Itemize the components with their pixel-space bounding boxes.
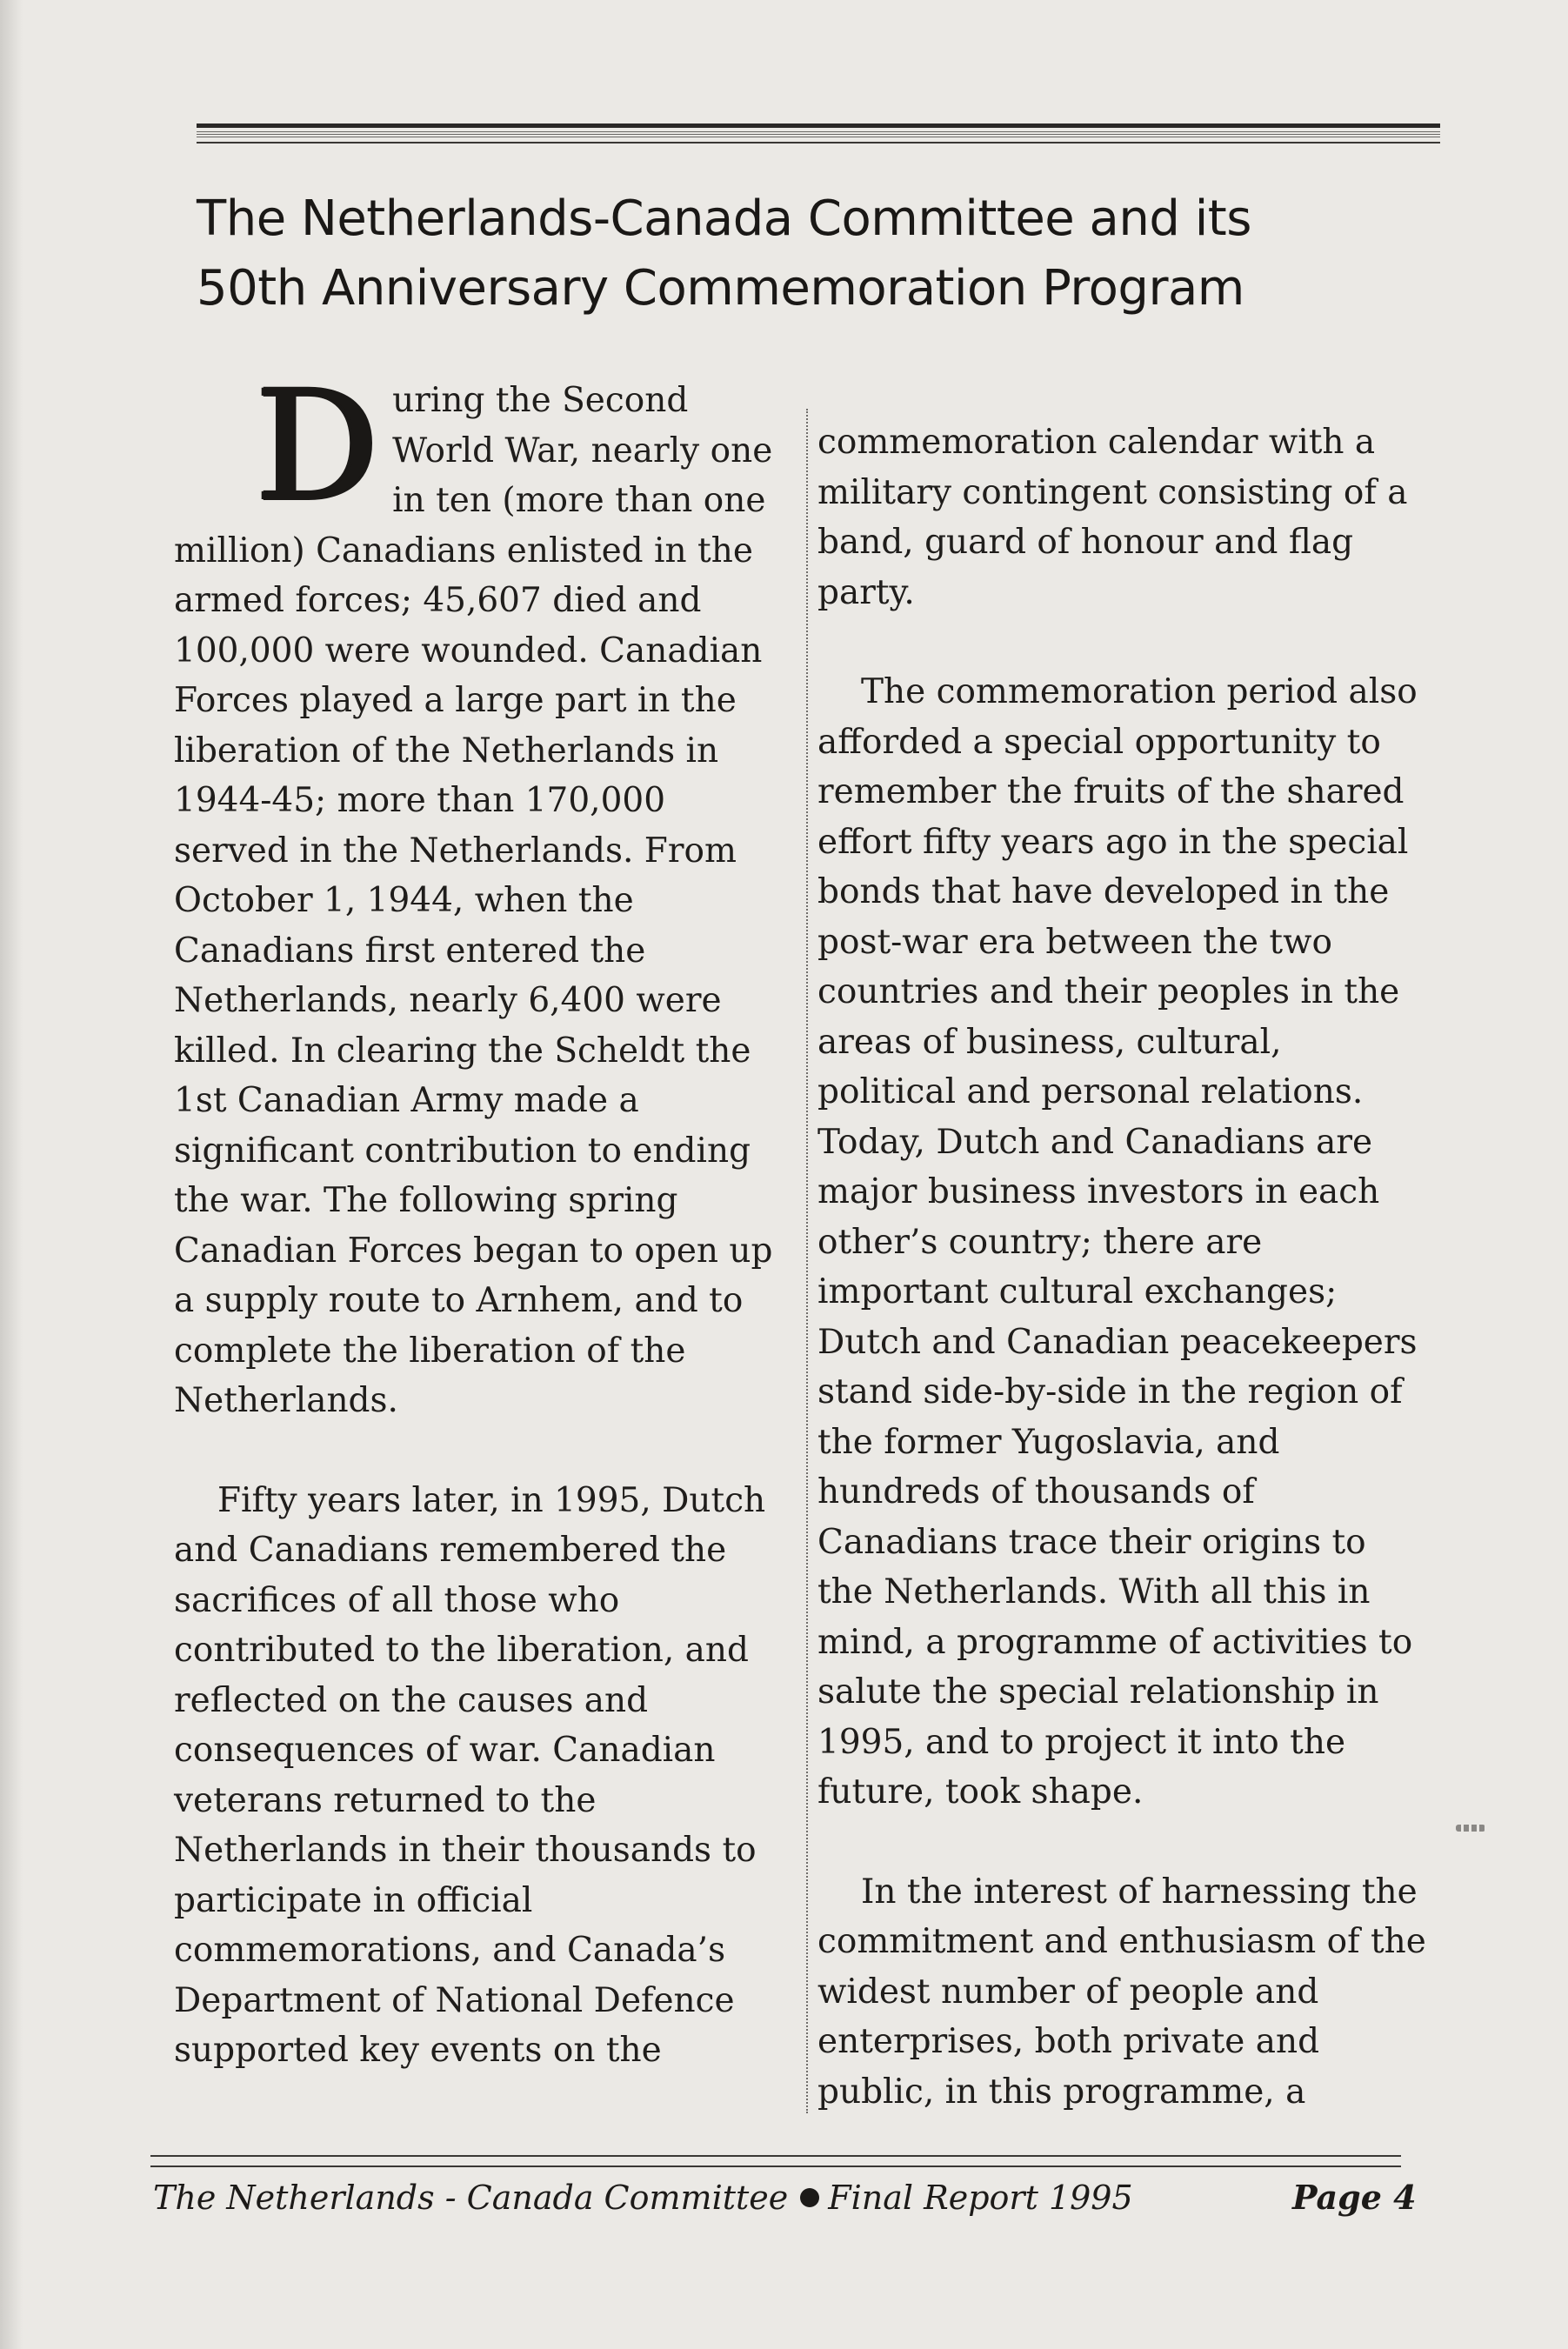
footer-publication [153, 2176, 1133, 2219]
article-title-line-2: 50th Anniversary Commemoration Program [197, 260, 1244, 317]
article-title-line-1: The Netherlands-Canada Committee and its [197, 190, 1251, 247]
column-divider [806, 409, 808, 2113]
left-column [174, 357, 783, 2076]
header-rule [197, 123, 1440, 143]
right-column [817, 417, 1426, 2117]
right-paragraph-1: commemoration calendar with a military contingent consisting of a band, guard of honour and flag party. [817, 423, 1408, 612]
left-paragraph-1 [174, 357, 783, 1426]
footer-rule [150, 2155, 1401, 2167]
right-paragraph-3: In the interest of harnessing the commitment and enthusiasm of the widest number of people and enterprises, both private and public, in this programme, a [817, 1872, 1426, 2112]
drop-cap: D [256, 357, 379, 536]
right-paragraph-2: The commemoration period also afforded a special opportunity to remember the fruits of the shared effort fifty years ago in the special bonds that have developed in the post-war era between the two countries and their peoples in the areas of business, cultural, political and personal relations. Today, Dutch and Canadians are major business investors in each other’s country; there are important cultural exchanges; Dutch and Canadian peacekeepers stand side-by-side in the region of the former Yugoslavia, and hundreds of thousands of Canadians trace their origins to the Netherlands. With all this in mind, a programme of activities to salute the special relationship in 1995, and to project it into the future, took shape. [817, 672, 1418, 1812]
margin-mark [1456, 1825, 1485, 1832]
left-paragraph-1-text: uring the Second World War, nearly one in ten (more than one million) Canadians enlisted in the armed forces; 45,607 died and 100,000 were wounded. Canadian Forces played a large part in the liberation of the Netherlands in 1944-45; more than 170,000 served in the Netherlands. From October 1, 1944, when the Canadians first entered the Netherlands, nearly 6,400 were killed. In clearing the Scheldt the 1st Canadian Army made a significant contribution to ending the war. The following spring Canadian Forces began to open up a supply route to Arnhem, and to complete the liberation of the Netherlands. [174, 381, 773, 1420]
footer-report-name: Final Report 1995 [828, 2179, 1133, 2217]
footer-committee-name: The Netherlands - Canada Committee [153, 2179, 789, 2217]
article-title [197, 184, 1414, 324]
page-edge-shadow [0, 0, 23, 2349]
left-paragraph-2: Fifty years later, in 1995, Dutch and Canadians remembered the sacrifices of all those who contributed to the liberation, and reflected on the causes and consequences of war. Canadian veterans returned to the Netherlands in their thousands to participate in official commemorations, and Canada’s Department of National Defence supported key events on the [174, 1480, 766, 2070]
page-number: Page 4 [1292, 2178, 1417, 2217]
bullet-icon [800, 2188, 819, 2207]
